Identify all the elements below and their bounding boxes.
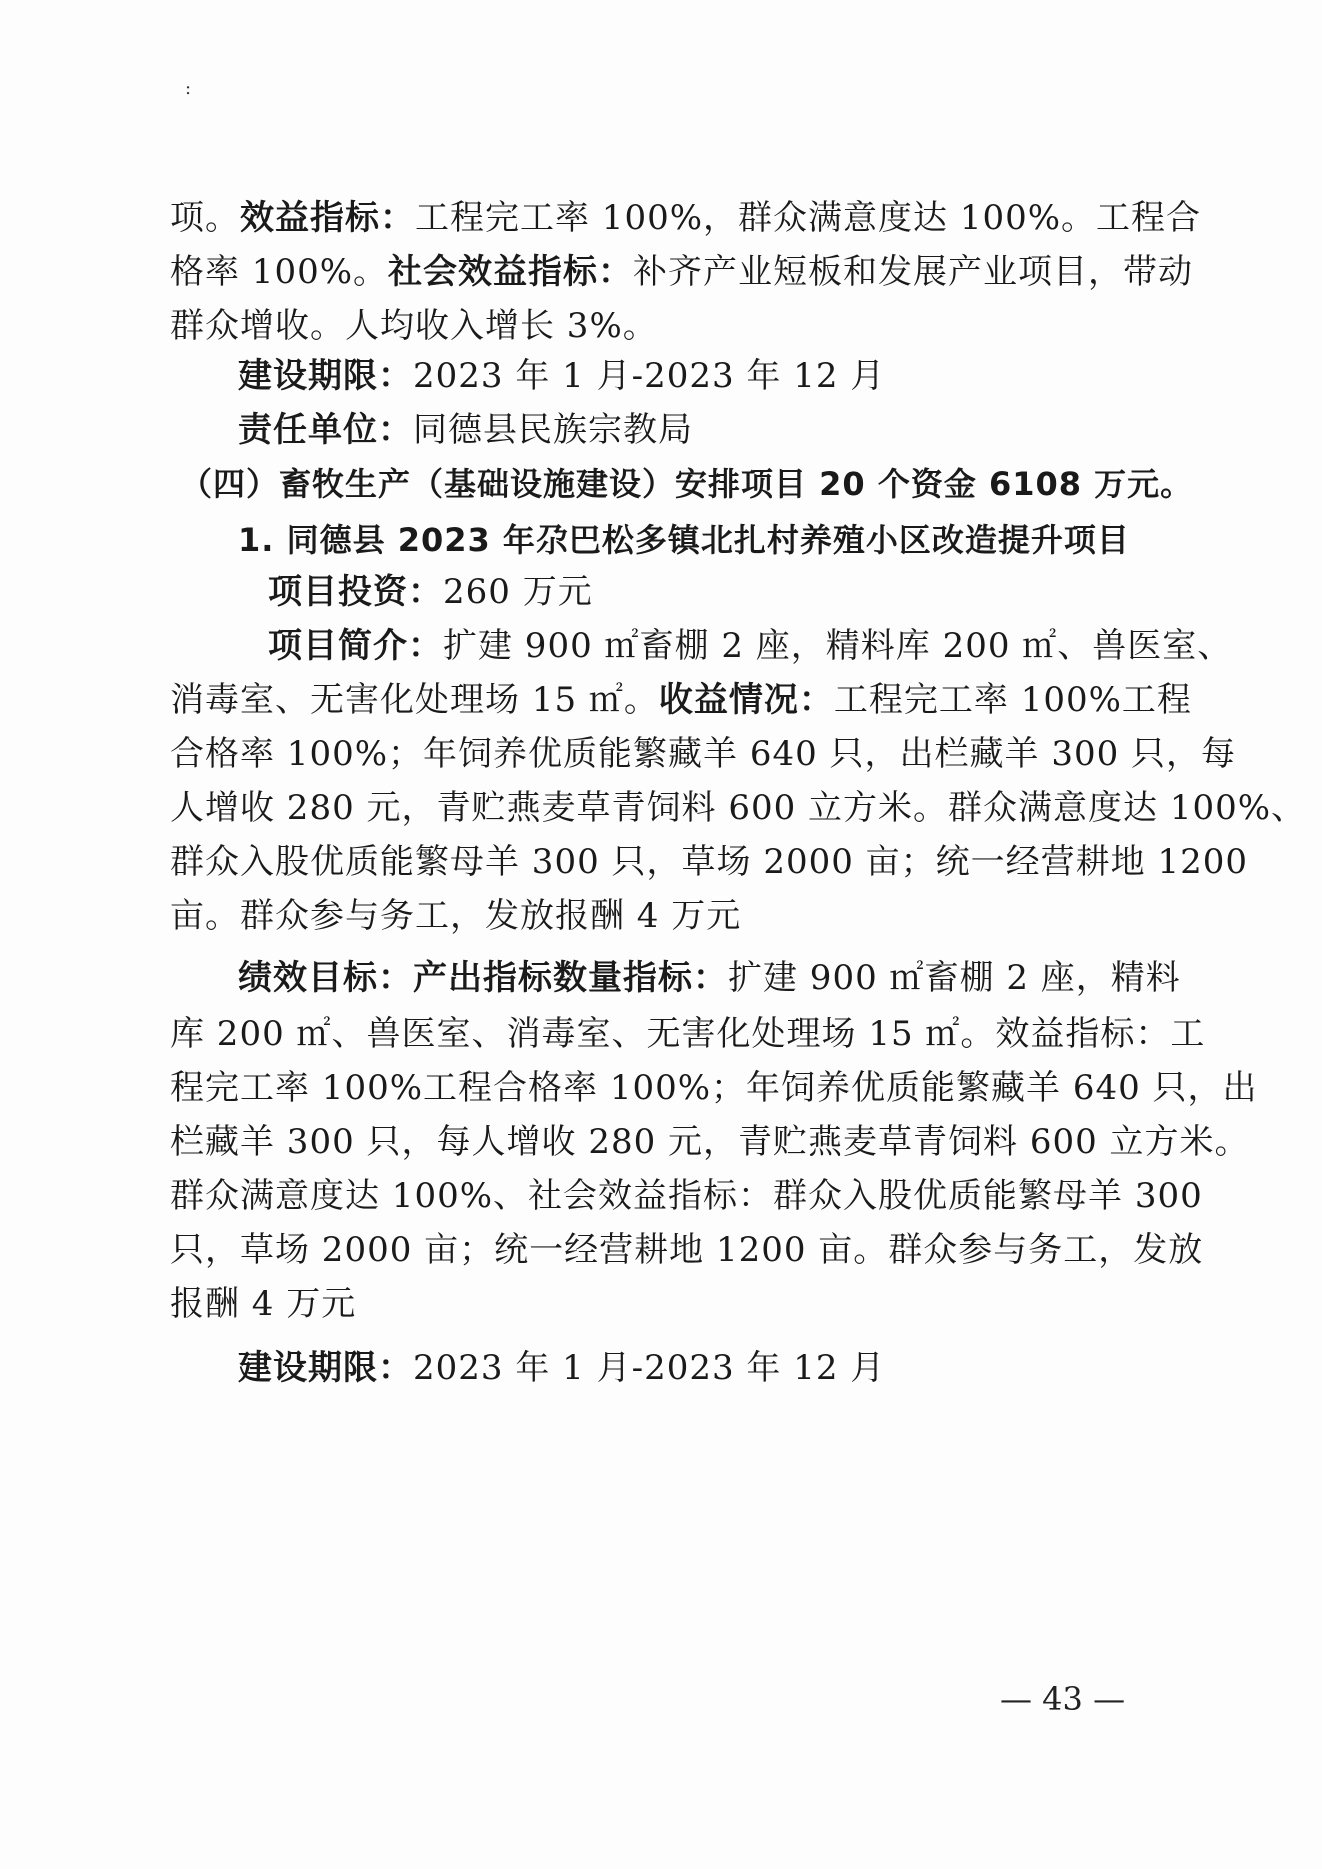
bold-label: 收益情况： [658, 680, 834, 720]
text-line: 只，草场 2000 亩；统一经营耕地 1200 亩。群众参与务工，发放 [170, 1230, 1204, 1270]
text-fragment: 扩建 900 ㎡畜棚 2 座，精料 [728, 958, 1181, 998]
corner-mark: : [185, 78, 192, 99]
responsible-unit [238, 408, 693, 452]
bold-label: 建设期限： [238, 356, 413, 396]
section-heading: （四）畜牧生产（基础设施建设）安排项目 20 个资金 6108 万元。 [180, 465, 1194, 503]
text-fragment: 补齐产业短板和发展产业项目，带动 [633, 252, 1194, 292]
construction-period [238, 1346, 885, 1390]
bold-label: 项目投资： [268, 572, 443, 612]
text-line: 亩。群众参与务工，发放报酬 4 万元 [170, 896, 742, 936]
text-line: 程完工率 100%工程合格率 100%；年饲养优质能繁藏羊 640 只，出 [170, 1068, 1258, 1108]
text-fragment: 2023 年 1 月-2023 年 12 月 [413, 356, 886, 396]
project-title: 1. 同德县 2023 年尕巴松多镇北扎村养殖小区改造提升项目 [238, 521, 1130, 559]
text-line: 报酬 4 万元 [170, 1284, 357, 1324]
text-fragment: 2023 年 1 月-2023 年 12 月 [413, 1348, 886, 1388]
text-line: 合格率 100%；年饲养优质能繁藏羊 640 只，出栏藏羊 300 只，每 [170, 734, 1237, 774]
text-line [268, 624, 1232, 668]
bold-label: 社会效益指标： [388, 252, 634, 292]
text-line [238, 956, 1181, 1000]
text-line: 人增收 280 元，青贮燕麦草青饲料 600 立方米。群众满意度达 100%、 [170, 788, 1307, 828]
bold-label: 责任单位： [238, 410, 413, 450]
text-line: 库 200 ㎡、兽医室、消毒室、无害化处理场 15 ㎡。效益指标：工 [170, 1014, 1206, 1054]
text-fragment: 工程完工率 100%，群众满意度达 100%。工程合 [415, 198, 1202, 238]
text-line [170, 196, 1201, 240]
text-fragment: 项。 [170, 198, 240, 238]
text-line [170, 678, 1192, 722]
text-line: 群众增收。人均收入增长 3%。 [170, 306, 658, 346]
construction-period [238, 354, 885, 398]
bold-label: 项目简介： [268, 626, 443, 666]
text-fragment: 扩建 900 ㎡畜棚 2 座，精料库 200 ㎡、兽医室、 [443, 626, 1233, 666]
text-fragment: 260 万元 [443, 572, 593, 612]
text-fragment: 消毒室、无害化处理场 15 ㎡。 [170, 680, 659, 720]
bold-label: 绩效目标： [238, 958, 413, 998]
project-investment [268, 570, 593, 614]
page-number: — 43 — [1000, 1680, 1126, 1718]
text-line: 栏藏羊 300 只，每人增收 280 元，青贮燕麦草青饲料 600 立方米。 [170, 1122, 1250, 1162]
bold-label: 效益指标： [240, 198, 415, 238]
text-line [170, 250, 1193, 294]
bold-label: 建设期限： [238, 1348, 413, 1388]
text-line: 群众入股优质能繁母羊 300 只，草场 2000 亩；统一经营耕地 1200 [170, 842, 1248, 882]
text-fragment: 格率 100%。 [170, 252, 389, 292]
text-fragment: 工程完工率 100%工程 [833, 680, 1192, 720]
text-line: 群众满意度达 100%、社会效益指标：群众入股优质能繁母羊 300 [170, 1176, 1203, 1216]
text-fragment: 同德县民族宗教局 [413, 410, 693, 450]
bold-label: 产出指标数量指标： [413, 958, 728, 998]
